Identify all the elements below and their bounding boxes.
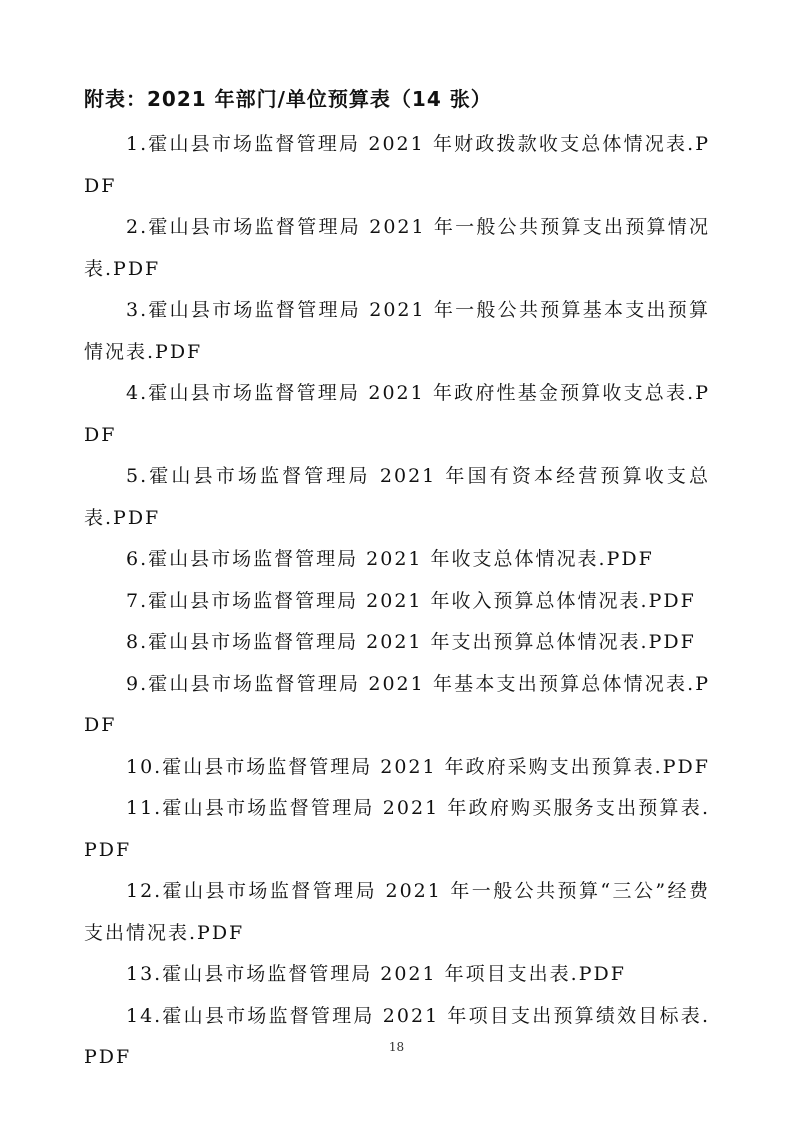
list-item: 6.霍山县市场监督管理局 2021 年收支总体情况表.PDF (126, 548, 654, 570)
list-item: 9.霍山县市场监督管理局 2021 年基本支出预算总体情况表.PDF (84, 672, 710, 736)
list-item: 11.霍山县市场监督管理局 2021 年政府购买服务支出预算表.PDF (84, 797, 710, 861)
attachment-heading: 附表：2021 年部门/单位预算表（14 张） (84, 87, 492, 111)
list-item: 14.霍山县市场监督管理局 2021 年项目支出预算绩效目标表.PDF (84, 1004, 710, 1068)
list-item: 8.霍山县市场监督管理局 2021 年支出预算总体情况表.PDF (126, 631, 696, 653)
list-item: 1.霍山县市场监督管理局 2021 年财政拨款收支总体情况表.PDF (84, 133, 710, 197)
list-item: 3.霍山县市场监督管理局 2021 年一般公共预算基本支出预算情况表.PDF (84, 299, 710, 363)
list-item: 12.霍山县市场监督管理局 2021 年一般公共预算“三公”经费支出情况表.PDF (84, 880, 710, 944)
list-item: 4.霍山县市场监督管理局 2021 年政府性基金预算收支总表.PDF (84, 382, 710, 446)
list-item: 7.霍山县市场监督管理局 2021 年收入预算总体情况表.PDF (126, 589, 696, 612)
attachment-list (84, 124, 710, 1079)
list-item: 2.霍山县市场监督管理局 2021 年一般公共预算支出预算情况表.PDF (84, 216, 710, 280)
list-item: 13.霍山县市场监督管理局 2021 年项目支出表.PDF (126, 963, 626, 985)
list-item: 10.霍山县市场监督管理局 2021 年政府采购支出预算表.PDF (126, 755, 710, 778)
page-number: 18 (388, 1040, 405, 1054)
list-item: 5.霍山县市场监督管理局 2021 年国有资本经营预算收支总表.PDF (84, 465, 710, 529)
